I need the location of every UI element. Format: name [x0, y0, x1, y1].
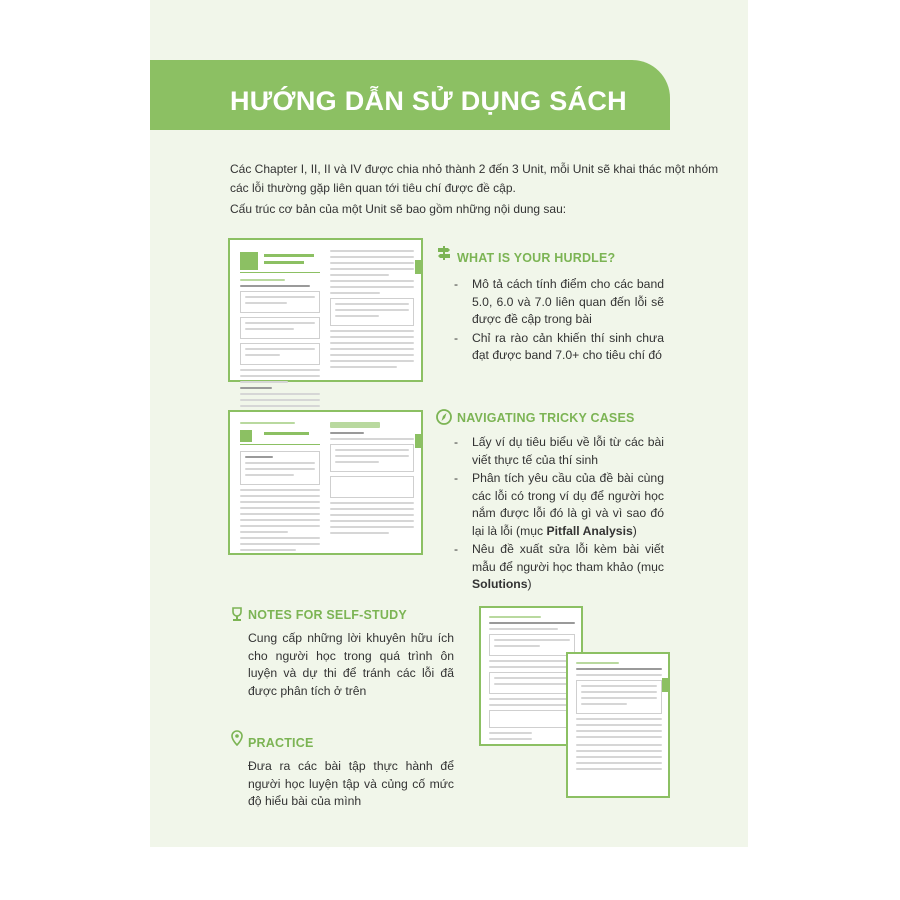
location-pin-icon — [229, 730, 245, 746]
notes-heading: NOTES FOR SELF-STUDY — [248, 608, 407, 622]
hurdle-bullet: - Mô tả cách tính điểm cho các band 5.0, 6.0 và 7.0 liên quan đến lỗi sẽ được đề cập trong bài — [454, 276, 664, 329]
tricky-bullets — [454, 434, 664, 595]
compass-icon — [436, 409, 452, 425]
hurdle-bullets — [454, 276, 664, 366]
signpost-icon — [436, 245, 452, 261]
hurdle-page-thumbnail — [228, 238, 423, 382]
intro-line-3: Cấu trúc cơ bản của một Unit sẽ bao gồm những nội dung sau: — [230, 202, 567, 216]
hurdle-heading: WHAT IS YOUR HURDLE? — [457, 251, 616, 265]
tricky-bullet: - Lấy ví dụ tiêu biểu về lỗi từ các bài viết thực tế của thí sinh — [454, 434, 664, 469]
intro-line-1: Các Chapter I, II, II và IV được chia nhỏ thành 2 đến 3 Unit, mỗi Unit sẽ khai thác một nhóm — [230, 162, 719, 176]
tricky-bullet: - Phân tích yêu cầu của đề bài cùng các lỗi có trong ví dụ để người học nắm được lỗi đó là gì và vì sao đó lại là lỗi (mục Pitfall Analysis) — [454, 470, 664, 540]
trophy-icon — [229, 606, 245, 622]
intro-line-2: các lỗi thường gặp liên quan tới tiêu chí được đề cập. — [230, 181, 516, 195]
tricky-cases-page-thumbnail — [228, 410, 423, 555]
practice-heading: PRACTICE — [248, 736, 314, 750]
notes-text: Cung cấp những lời khuyên hữu ích cho người học trong quá trình ôn luyện và dự thi để tránh các lỗi đã được phân tích ở trên — [248, 631, 454, 698]
practice-page-thumbnail — [566, 652, 670, 798]
practice-text: Đưa ra các bài tập thực hành để người học luyện tập và củng cố mức độ hiểu bài của mình — [248, 759, 454, 808]
tricky-heading: NAVIGATING TRICKY CASES — [457, 411, 635, 425]
tricky-bullet: - Nêu đề xuất sửa lỗi kèm bài viết mẫu để người học tham khảo (mục Solutions) — [454, 541, 664, 594]
page-title: HƯỚNG DẪN SỬ DỤNG SÁCH — [230, 86, 627, 116]
hurdle-bullet: - Chỉ ra rào cản khiến thí sinh chưa đạt được band 7.0+ cho tiêu chí đó — [454, 330, 664, 365]
